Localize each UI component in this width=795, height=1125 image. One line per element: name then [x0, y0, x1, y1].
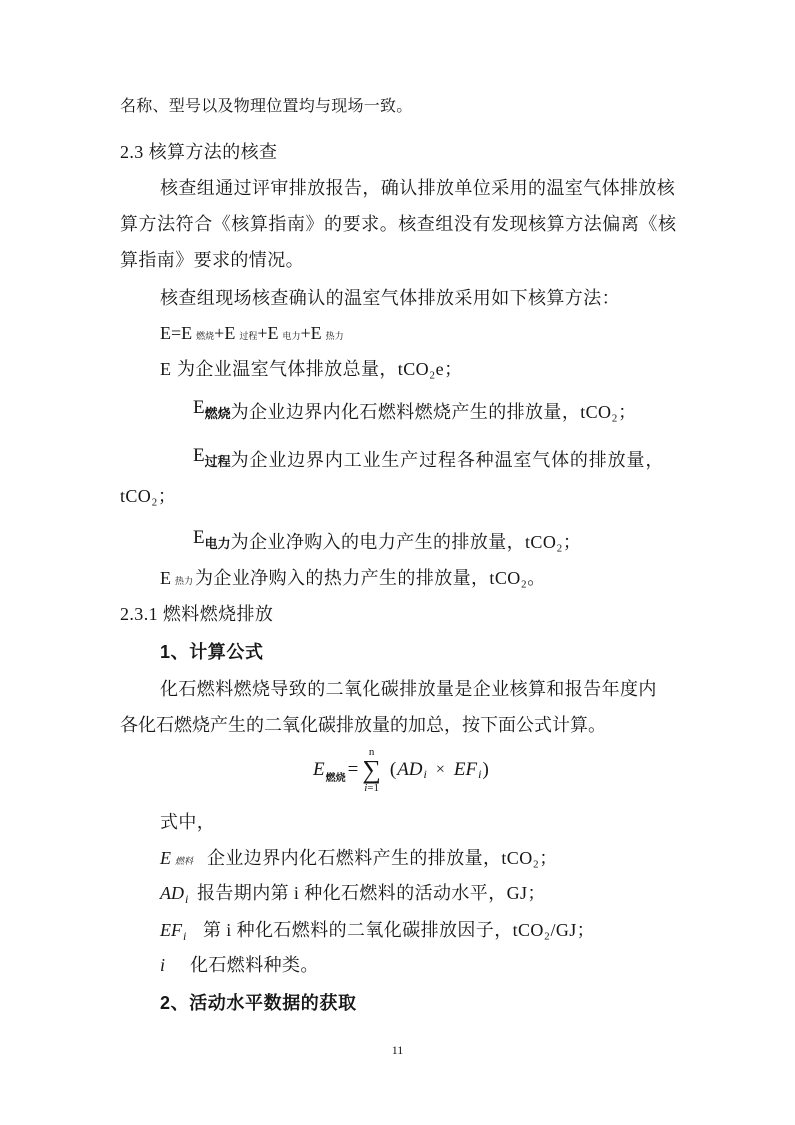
formula-factor-ad: AD	[397, 759, 423, 780]
variable-symbol: AD	[160, 883, 184, 903]
variable-symbol: E	[160, 848, 171, 868]
definition-text: 为企业净购入的热力产生的排放量，tCO₂。	[195, 568, 546, 588]
formula-times: ×	[435, 761, 445, 778]
definition-process-continued: tCO₂；	[120, 486, 177, 506]
variable-row	[160, 846, 660, 873]
definition-electricity	[193, 527, 582, 556]
summation-symbol: ∑	[362, 754, 381, 784]
definition-subscript: 燃烧	[204, 406, 231, 421]
section-2-3-heading: 2.3 核算方法的核查	[120, 142, 278, 162]
formula-lhs: E=E	[160, 323, 193, 343]
definition-symbol: E	[193, 445, 205, 466]
variable-row	[160, 881, 660, 907]
definition-subscript: 过程	[204, 454, 231, 469]
definition-symbol: E	[193, 397, 205, 418]
variable-subscript: i	[183, 929, 187, 943]
method-intro: 核查组现场核查确认的温室气体排放采用如下核算方法：	[160, 288, 620, 308]
formula-open-paren: (	[389, 759, 397, 780]
formula-subheading: 1、计算公式	[160, 642, 264, 662]
formula-factor-ef-subscript: i	[478, 766, 482, 781]
where-label: 式中，	[160, 812, 216, 832]
variable-subscript: i	[185, 892, 189, 906]
review-paragraph-line-1: 核查组通过评审排放报告，确认排放单位采用的温室气体排放核	[160, 178, 676, 198]
page-number: 11	[391, 1043, 404, 1057]
formula-plus-e: +E	[300, 323, 322, 343]
combustion-emission-formula	[313, 744, 490, 796]
definition-symbol: E	[193, 527, 205, 548]
definition-text: 为企业净购入的电力产生的排放量，tCO₂；	[230, 532, 582, 552]
variable-subscript: 燃料	[175, 856, 194, 866]
definition-subscript: 热力	[175, 576, 194, 586]
definition-subscript: 电力	[204, 536, 231, 551]
summation-upper-limit: n	[368, 745, 375, 758]
review-paragraph-line-3: 算指南》要求的情况。	[120, 250, 304, 270]
summation-index: i	[364, 781, 368, 794]
formula-plus-e: +E	[214, 323, 236, 343]
formula-plus-e: +E	[257, 323, 279, 343]
formula-lhs-subscript: 燃烧	[325, 772, 346, 784]
summation-lower-limit	[364, 782, 379, 794]
definition-text: 为企业边界内化石燃料燃烧产生的排放量，tCO₂；	[230, 402, 637, 422]
definition-symbol: E	[160, 359, 171, 379]
variable-symbol: i	[160, 955, 166, 975]
summation	[362, 747, 381, 794]
definition-text: 为企业温室气体排放总量，tCO₂e；	[177, 359, 463, 379]
formula-intro-line-1: 化石燃料燃烧导致的二氧化碳排放量是企业核算和报告年度内	[160, 679, 657, 699]
formula-factor-ef: EF	[453, 759, 478, 780]
variable-row	[160, 953, 660, 977]
subscript-combustion: 燃烧	[196, 331, 215, 341]
variable-description: 企业边界内化石燃料产生的排放量，tCO₂；	[207, 848, 558, 868]
subscript-heat: 热力	[325, 331, 344, 341]
subscript-process: 过程	[239, 331, 258, 341]
activity-data-subheading: 2、活动水平数据的获取	[160, 993, 357, 1013]
formula-lhs-symbol: E	[313, 759, 325, 780]
continuation-line: 名称、型号以及物理位置均与现场一致。	[120, 98, 413, 115]
variable-row	[160, 918, 660, 944]
subscript-electricity: 电力	[282, 331, 301, 341]
total-emission-formula	[160, 321, 344, 348]
formula-close-paren: )	[482, 759, 489, 780]
review-paragraph-line-2: 算方法符合《核算指南》的要求。核查组没有发现核算方法偏离《核	[120, 214, 677, 234]
formula-intro-line-2: 各化石燃烧产生的二氧化碳排放量的加总，按下面公式计算。	[120, 715, 606, 735]
definition-text: 为企业边界内工业生产过程各种温室气体的排放量，	[230, 450, 665, 470]
definition-total	[160, 357, 462, 381]
variable-description: 第 i 种化石燃料的二氧化碳排放因子，tCO₂/GJ；	[203, 920, 596, 940]
variable-description: 化石燃料种类。	[190, 955, 319, 975]
formula-equals: =	[347, 759, 359, 780]
section-2-3-1-heading: 2.3.1 燃料燃烧排放	[120, 604, 274, 624]
definition-heat	[160, 566, 546, 593]
definition-symbol: E	[160, 568, 171, 588]
summation-start: =1	[367, 781, 379, 794]
definition-combustion	[193, 397, 637, 426]
variable-description: 报告期内第 i 种化石燃料的活动水平，GJ；	[197, 883, 546, 903]
variable-symbol: EF	[160, 920, 182, 940]
definition-process	[193, 445, 665, 474]
formula-factor-ad-subscript: i	[423, 766, 427, 781]
